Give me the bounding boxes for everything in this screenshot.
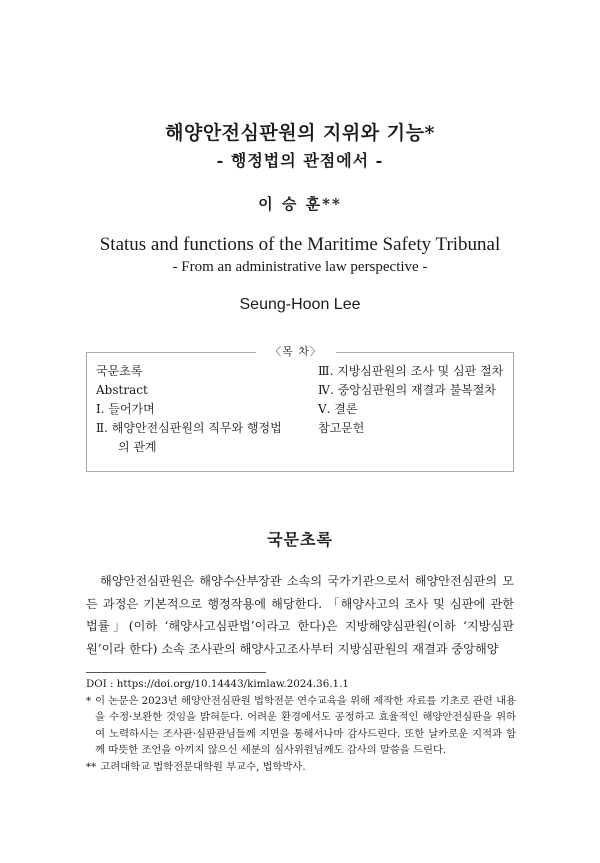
- toc-item: Ⅰ. 들어가며: [96, 402, 155, 416]
- toc-heading: 〈목 차〉: [256, 343, 336, 359]
- toc-item-continuation: 의 관계: [118, 440, 157, 454]
- footnote-1: [86, 693, 516, 759]
- footnote-2: [86, 759, 516, 776]
- toc-left-column: [96, 362, 306, 457]
- toc-right-column: [318, 362, 508, 438]
- footnote-marker: **: [86, 760, 97, 773]
- author-name-korean: 이 승 훈**: [258, 195, 342, 213]
- paper-subtitle-english: - From an administrative law perspective -: [172, 259, 428, 275]
- toc-item: Ⅱ. 해양안전심판원의 직무와 행정법: [96, 421, 282, 435]
- footnote-text: 고려대학교 법학전문대학원 부교수, 법학박사.: [100, 760, 306, 773]
- toc-item: Ⅳ. 중앙심판원의 재결과 불복절차: [318, 383, 496, 397]
- abstract-paragraph: [86, 570, 514, 660]
- footnote-text: 이 논문은 2023년 해양안전심판원 법학전문 연수교육을 위해 제작한 자료를 기초로 관련 내용을 수정·보완한 것임을 밝혀둔다. 어려운 환경에서도 공정하고 효율적인 해양안전심판을 위하여 노력하시는 조사관·심판관님들께 지면을 통해서나마 감사드린다. 또한 날카로운 지적과 함께 따뜻한 조언을 아끼지 않으신 세분의 심사위원님께도 감사의 말씀을 드린다.: [95, 694, 516, 756]
- toc-item: 참고문헌: [318, 421, 365, 435]
- toc-item: Ⅲ. 지방심판원의 조사 및 심판 절차: [318, 364, 504, 378]
- toc-item: Abstract: [96, 383, 148, 397]
- toc-item: Ⅴ. 결론: [318, 402, 358, 416]
- paper-title-korean: 해양안전심판원의 지위와 기능*: [165, 122, 435, 144]
- paper-title-english: Status and functions of the Maritime Safety Tribunal: [99, 234, 501, 255]
- footnote-divider: [86, 672, 266, 673]
- author-name-english: Seung-Hoon Lee: [239, 296, 361, 313]
- paper-subtitle-korean: - 행정법의 관점에서 -: [216, 151, 384, 170]
- abstract-heading: 국문초록: [267, 530, 333, 549]
- doi-line: DOI : https://doi.org/10.14443/kimlaw.2024.36.1.1: [86, 678, 349, 690]
- footnotes: [86, 676, 516, 775]
- abstract-text: 해양안전심판원은 해양수산부장관 소속의 국가기관으로서 해양안전심판의 모든 과정은 기본적으로 행정작용에 해당한다. 「해양사고의 조사 및 심판에 관한 법률」(이하 ‘해양사고심판법’이라고 한다)은 지방해양심판원(이하 ‘지방심판원’이라 한다) 소속 조사관의 해양사고조사부터 지방심판원의 재결과 중앙해양: [86, 574, 514, 656]
- footnote-marker: *: [86, 694, 92, 707]
- toc-item: 국문초록: [96, 364, 143, 378]
